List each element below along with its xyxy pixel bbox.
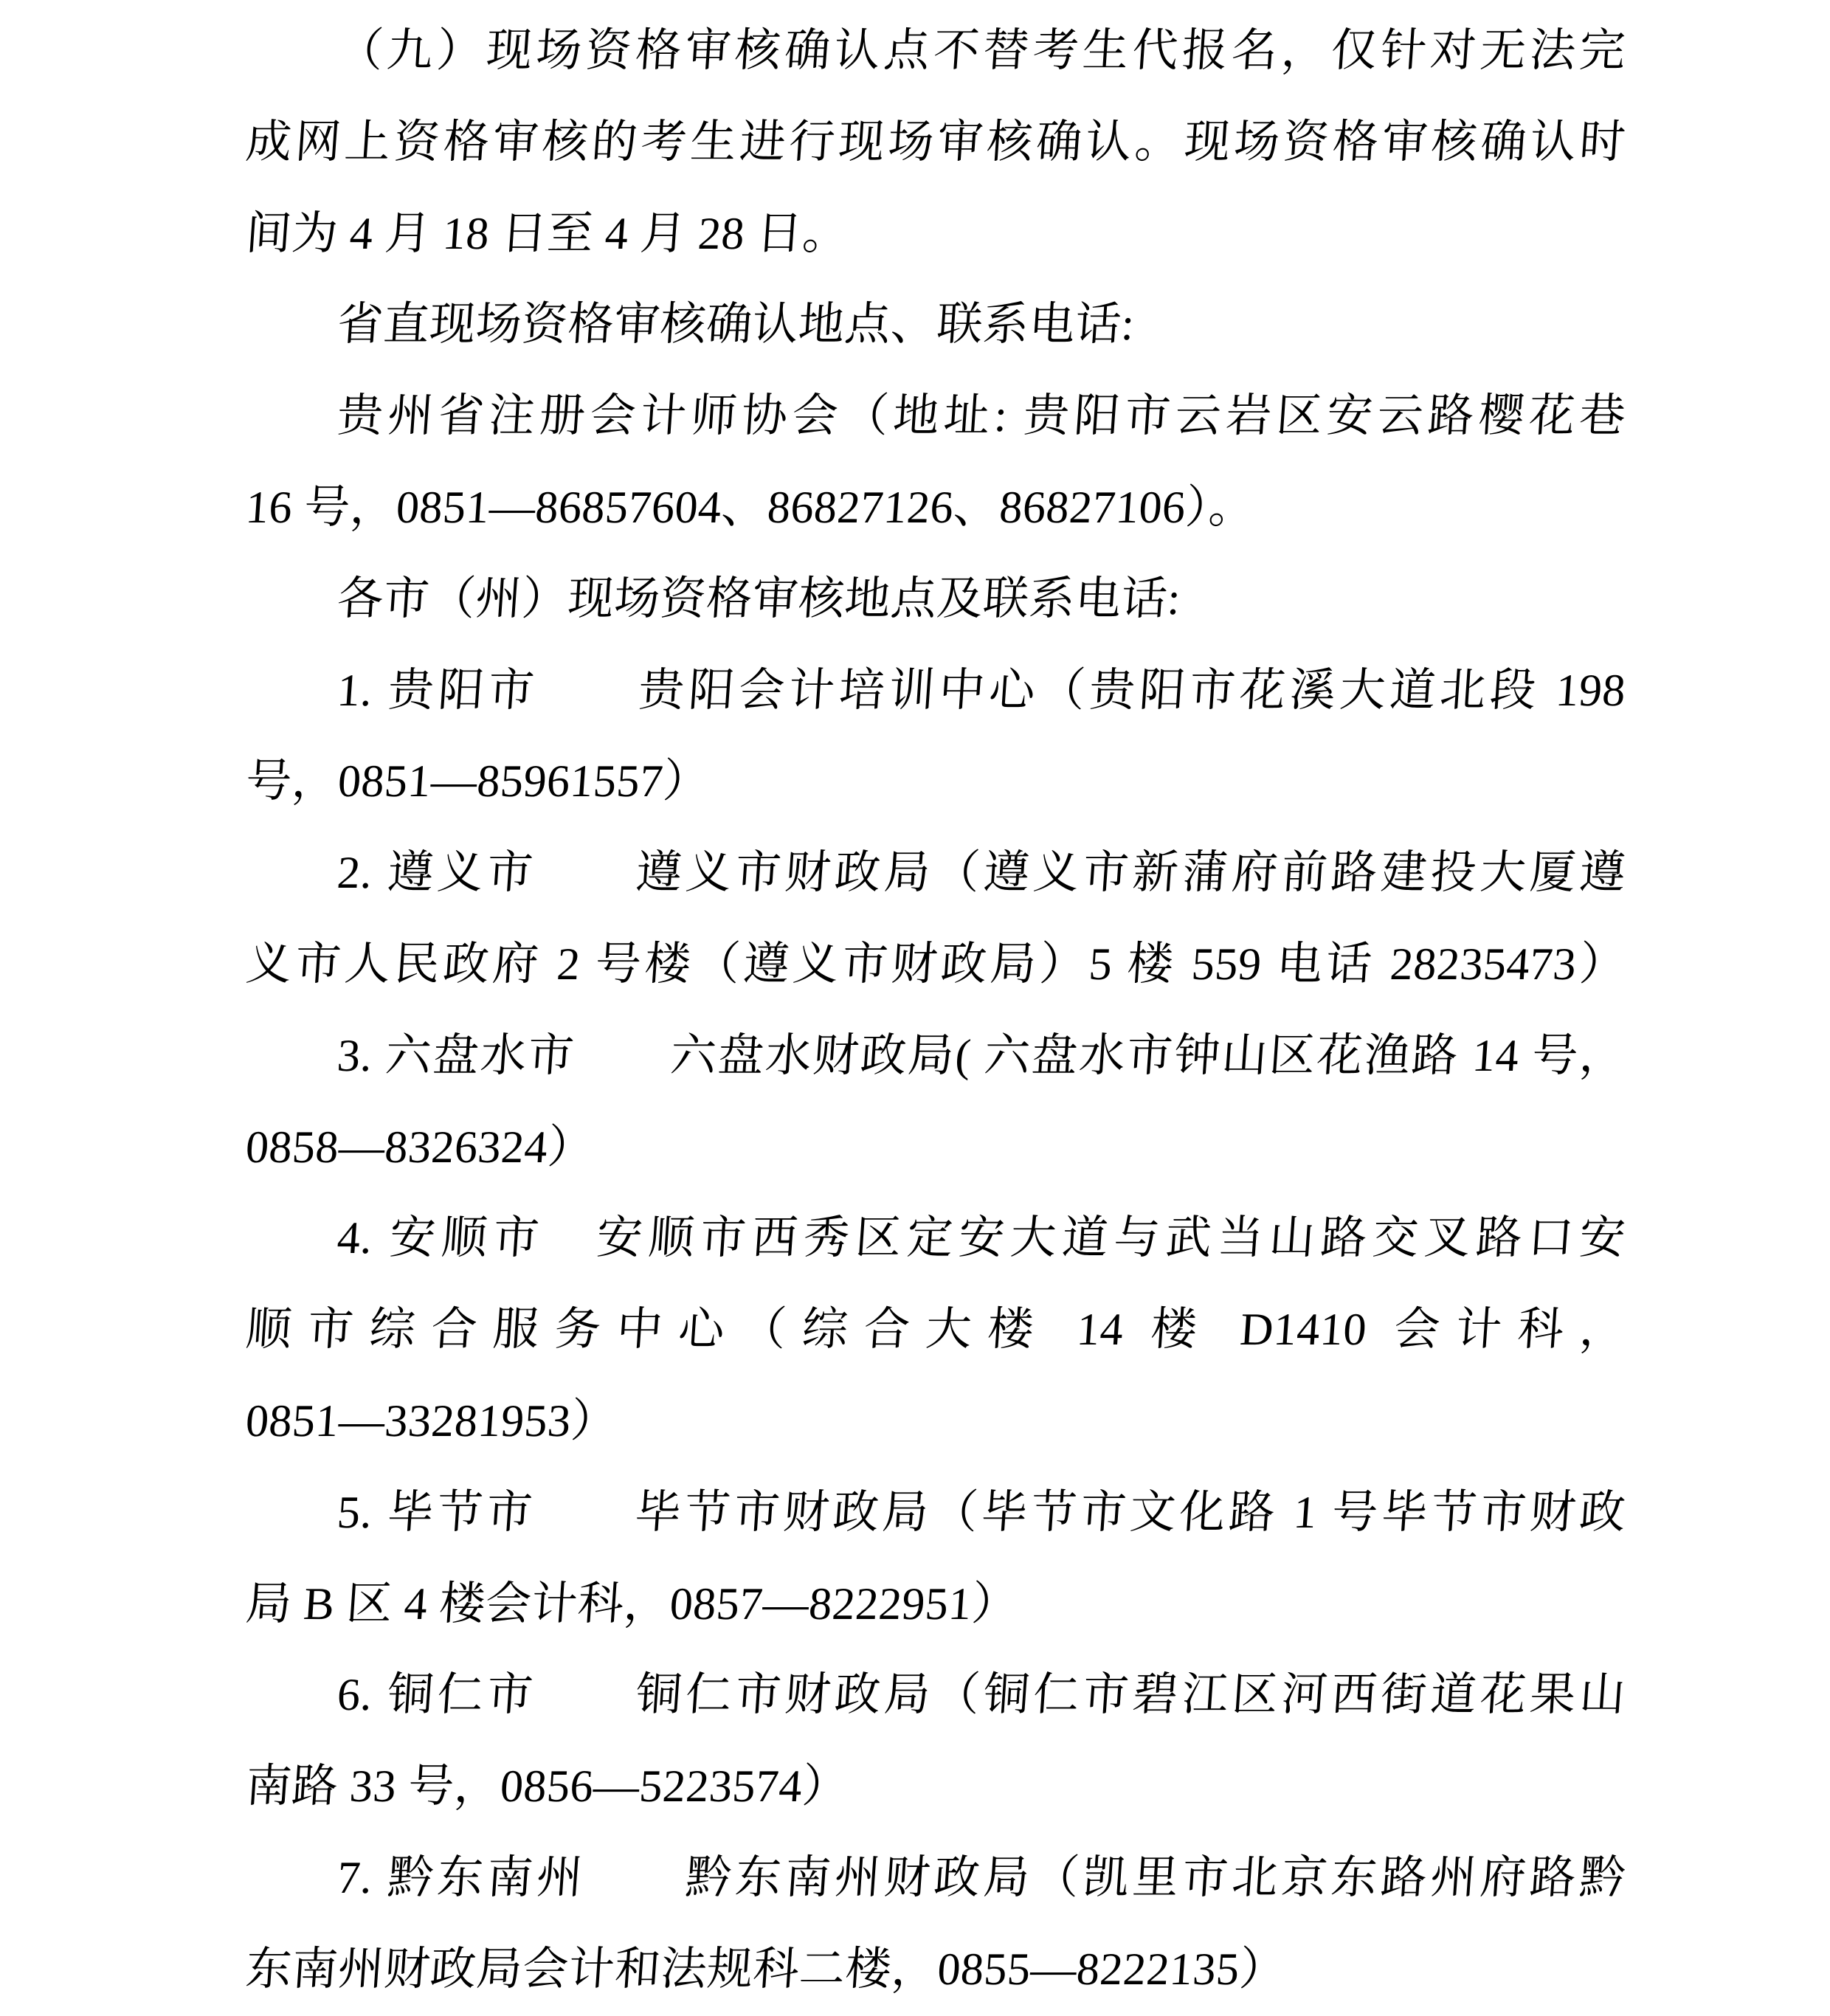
- text-line: 0851—33281953）: [244, 1395, 619, 1446]
- text-line: 南路 33 号，0856—5223574）: [244, 1761, 850, 1812]
- text-line: 贵州省注册会计师协会（地址: 贵阳市云岩区安云路樱花巷: [335, 391, 1628, 442]
- text-line: 7. 黔东南州 黔东南州财政局（凯里市北京东路州府路黔: [335, 1852, 1628, 1903]
- document-body: [244, 6, 1628, 2016]
- text-line: 号，0851—85961557）: [244, 756, 711, 807]
- text-line: 义市人民政府 2 号楼（遵义市财政局）5 楼 559 电话 28235473）: [244, 939, 1628, 990]
- text-line: 2. 遵义市 遵义市财政局（遵义市新蒲府前路建投大厦遵: [335, 848, 1628, 899]
- text-line: 1. 贵阳市 贵阳会计培训中心（贵阳市花溪大道北段 198: [335, 665, 1628, 716]
- text-line: （九）现场资格审核确认点不替考生代报名，仅针对无法完: [335, 26, 1628, 76]
- text-line: 成网上资格审核的考生进行现场审核确认。现场资格审核确认时: [244, 117, 1628, 168]
- text-line: 省直现场资格审核确认地点、联系电话:: [335, 300, 1136, 351]
- text-line: 顺市综合服务中心（综合大楼 14 楼 D1410 会计科，: [244, 1305, 1628, 1356]
- text-line: 6. 铜仁市 铜仁市财政局（铜仁市碧江区河西街道花果山: [335, 1670, 1628, 1721]
- text-line: 间为 4 月 18 日至 4 月 28 日。: [244, 208, 851, 259]
- text-line: 东南州财政局会计和法规科二楼，0855—8222135）: [244, 1944, 1288, 1995]
- text-line: 0858—8326324）: [244, 1122, 595, 1173]
- text-line: 16 号，0851—86857604、86827126、86827106）。: [244, 482, 1257, 533]
- text-line: 局 B 区 4 楼会计科，0857—8222951）: [244, 1578, 1020, 1629]
- text-line: 5. 毕节市 毕节市财政局（毕节市文化路 1 号毕节市财政: [335, 1487, 1628, 1538]
- text-line: 4. 安顺市 安顺市西秀区定安大道与武当山路交叉路口安: [335, 1213, 1628, 1264]
- text-line: 3. 六盘水市 六盘水财政局( 六盘水市钟山区花渔路 14 号，: [335, 1030, 1628, 1081]
- text-line: 各市（州）现场资格审核地点及联系电话:: [335, 573, 1183, 624]
